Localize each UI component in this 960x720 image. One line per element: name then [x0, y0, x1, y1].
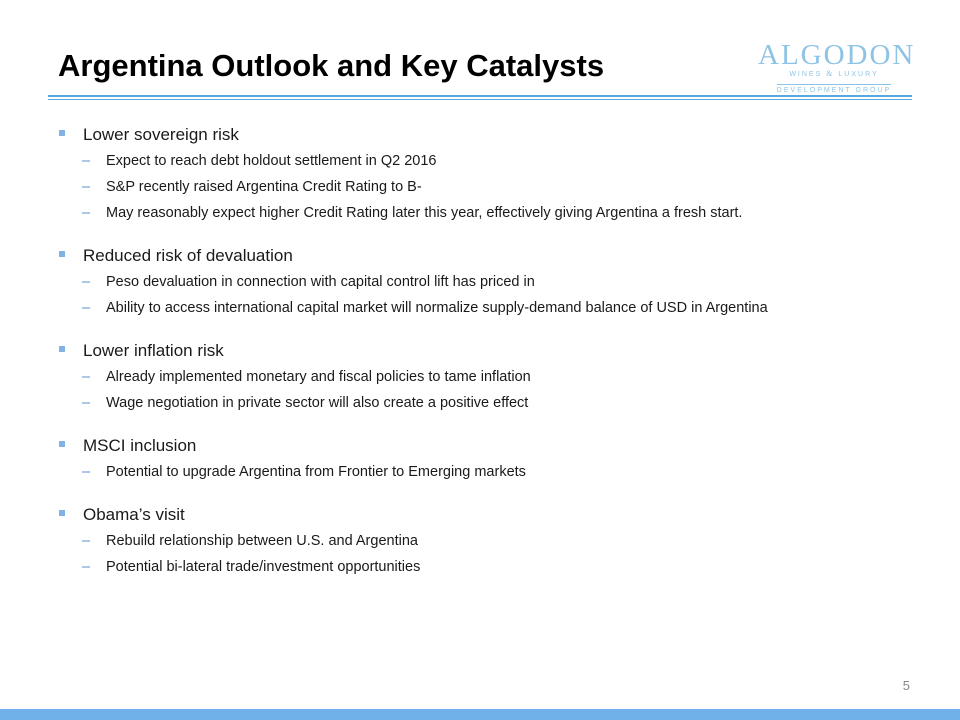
- square-bullet-icon: [59, 441, 65, 447]
- square-bullet-icon: [59, 251, 65, 257]
- section-obama-visit: [58, 502, 918, 580]
- section-heading: MSCI inclusion: [58, 433, 918, 459]
- dash-bullet-icon: –: [82, 395, 91, 411]
- square-bullet-icon: [59, 510, 65, 516]
- list-item: – S&P recently raised Argentina Credit Rating to B-: [58, 174, 918, 200]
- logo-tagline-2: DEVELOPMENT GROUP: [777, 84, 891, 95]
- dash-bullet-icon: –: [82, 205, 91, 221]
- section-devaluation-risk: [58, 243, 918, 321]
- section-heading: Lower inflation risk: [58, 338, 918, 364]
- logo-tagline-1: WINES & LUXURY: [789, 69, 879, 78]
- title-divider: [48, 95, 912, 97]
- dash-bullet-icon: –: [82, 274, 91, 290]
- dash-bullet-icon: –: [82, 533, 91, 549]
- section-inflation-risk: [58, 338, 918, 416]
- dash-bullet-icon: –: [82, 559, 91, 575]
- section-heading: Obama’s visit: [58, 502, 918, 528]
- square-bullet-icon: [59, 130, 65, 136]
- list-item: – Potential bi-lateral trade/investment opportunities: [58, 554, 918, 580]
- list-item: – Rebuild relationship between U.S. and Argentina: [58, 528, 918, 554]
- list-item: – Wage negotiation in private sector will also create a positive effect: [58, 390, 918, 416]
- title-divider-thin: [48, 99, 912, 100]
- square-bullet-icon: [59, 346, 65, 352]
- list-item: – Potential to upgrade Argentina from Frontier to Emerging markets: [58, 459, 918, 485]
- dash-bullet-icon: –: [82, 300, 91, 316]
- list-item: – Peso devaluation in connection with capital control lift has priced in: [58, 269, 918, 295]
- section-heading: Lower sovereign risk: [58, 122, 918, 148]
- list-item: – Ability to access international capital market will normalize supply-demand balance of USD in Argentina: [58, 295, 918, 321]
- dash-bullet-icon: –: [82, 179, 91, 195]
- slide-title: Argentina Outlook and Key Catalysts: [58, 48, 605, 83]
- footer-bar: [0, 709, 960, 720]
- bullet-list: [58, 122, 918, 597]
- dash-bullet-icon: –: [82, 153, 91, 169]
- section-heading: Reduced risk of devaluation: [58, 243, 918, 269]
- algodon-logo: [758, 39, 916, 97]
- section-msci-inclusion: [58, 433, 918, 485]
- section-sovereign-risk: [58, 122, 918, 226]
- list-item: – Already implemented monetary and fiscal policies to tame inflation: [58, 364, 918, 390]
- list-item: – Expect to reach debt holdout settlement in Q2 2016: [58, 148, 918, 174]
- list-item: – May reasonably expect higher Credit Rating later this year, effectively giving Argentina a fresh start.: [58, 200, 918, 226]
- dash-bullet-icon: –: [82, 464, 91, 480]
- logo-wordmark: ALGODON: [758, 39, 916, 71]
- page-number: 5: [902, 678, 910, 693]
- dash-bullet-icon: –: [82, 369, 91, 385]
